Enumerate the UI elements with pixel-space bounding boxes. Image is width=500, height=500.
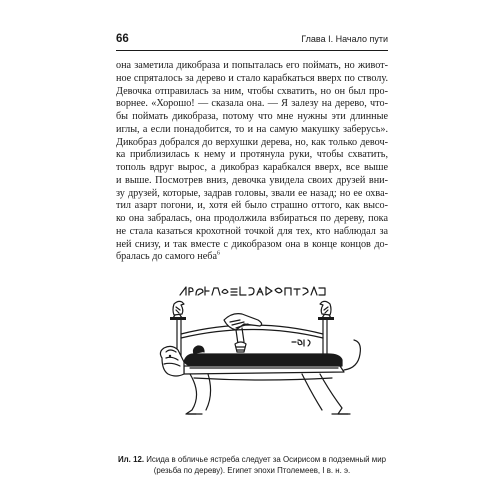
text-line: ка приблизилась к нему и протянула руки, чтобы схватить, xyxy=(116,149,388,161)
hieroglyph-inscription xyxy=(178,286,328,297)
engraving-drawing xyxy=(132,282,372,452)
text-line: ней снизу, и так вместе с дикобразом она в конце концов до- xyxy=(116,238,388,250)
text-line: Девочка отправилась за ним, чтобы схватить, но он был про- xyxy=(116,85,388,97)
caption-line-1 xyxy=(116,454,388,465)
text-line: бы поймать дикобраза, потому что мне нужны эти длинные xyxy=(116,111,388,122)
text-line: тил азарт погони, и, хотя ей было страшно оттого, как высо- xyxy=(116,200,388,212)
text-line: ное спряталось за дерево и стало карабкаться вверх по стволу. xyxy=(116,72,388,84)
text-line: ворнее. «Хорошо! — сказала она. — Я залезу на дерево, что- xyxy=(116,98,388,110)
text-line: зу друзей, которые, задрав головы, звали ее назад; но ее охва- xyxy=(116,187,388,199)
page-number: 66 xyxy=(116,33,129,45)
lion-bier xyxy=(160,340,360,414)
illustration-isis-osiris xyxy=(132,282,372,452)
text-line-last xyxy=(116,251,388,264)
text-line: она заметила дикобраза и попыталась его поймать, но живот- xyxy=(116,60,388,71)
body-paragraph xyxy=(116,60,388,264)
figure-caption xyxy=(116,454,388,476)
text-line: и выше. Посмотрев вниз, девочка увидела своих друзей вни- xyxy=(116,174,388,186)
text-line: Дикобраз добрался до верхушки дерева, но, как только девоч- xyxy=(116,136,388,148)
running-head xyxy=(116,33,388,49)
caption-text: Исида в обличье ястреба следует за Осирисом в подземный мир xyxy=(146,455,386,464)
hawk-right xyxy=(318,301,334,320)
header-rule xyxy=(116,50,388,51)
caption-label: Ил. 12. xyxy=(118,455,145,464)
isis-hawk xyxy=(224,314,262,352)
text-line: тополь вдруг вырос, а дикобраз карабкался вверх, все выше xyxy=(116,162,388,173)
text-line-content: бралась до самого неба xyxy=(116,251,217,263)
hawk-left xyxy=(170,301,186,320)
footnote-mark: 6 xyxy=(217,250,220,257)
chapter-title: Глава I. Начало пути xyxy=(301,34,388,44)
small-glyphs xyxy=(292,340,310,346)
text-line: не стала казаться крохотной точкой для тех, кто наблюдал за xyxy=(116,225,388,237)
text-line: иглы, а если понадобится, то и на самую макушку заберусь». xyxy=(116,123,388,135)
caption-line-2: (резьба по дереву). Египет эпохи Птолемеев, I в. н. э. xyxy=(153,466,351,475)
text-line: ко она забралась, она продолжила взбираться по дереву, пока xyxy=(116,213,388,224)
